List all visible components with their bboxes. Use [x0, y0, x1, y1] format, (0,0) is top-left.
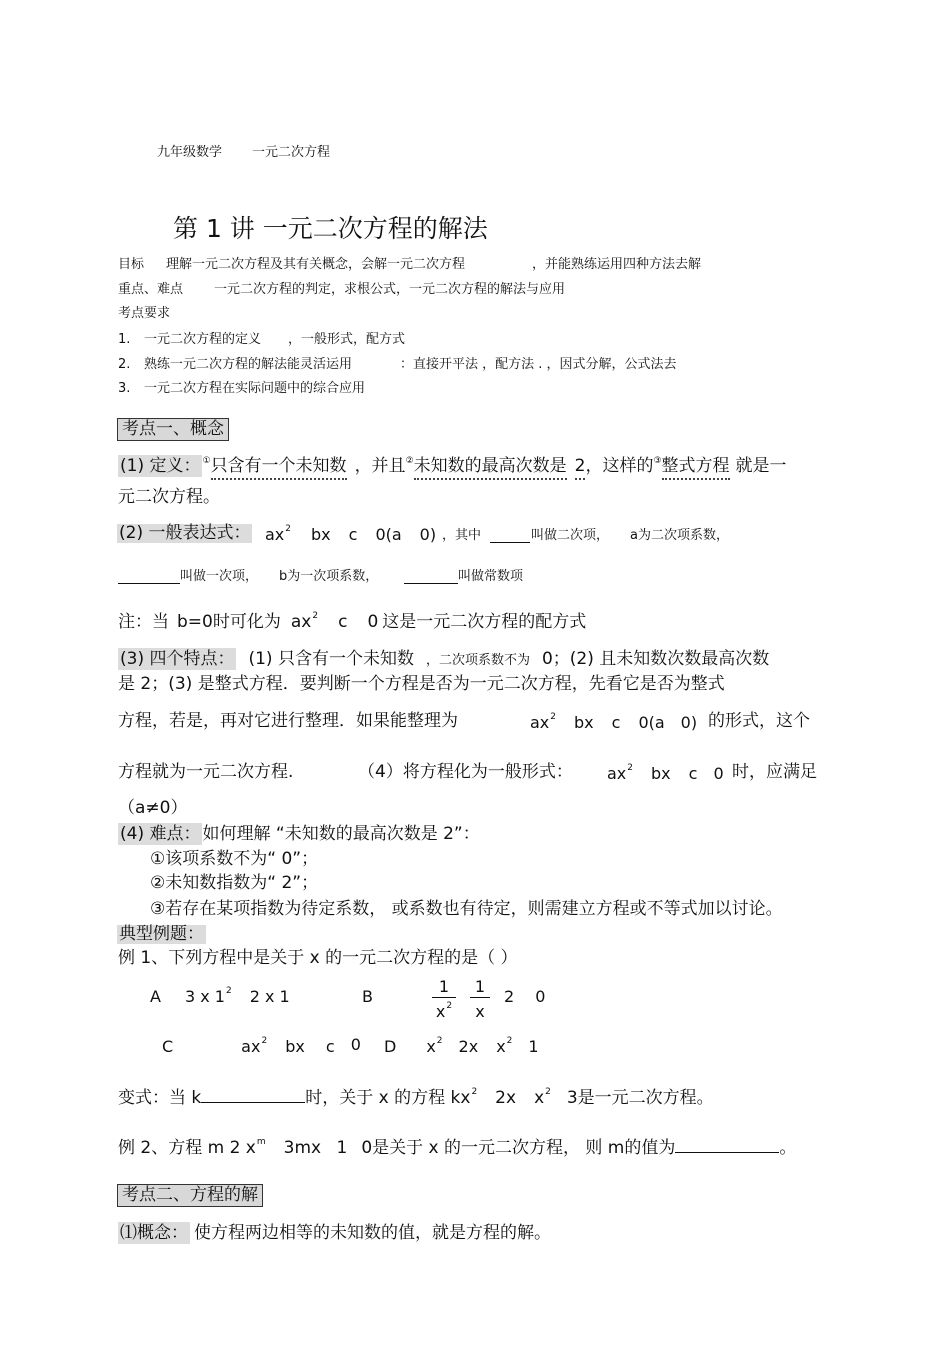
f-eq1-zero: 0(a: [638, 713, 665, 732]
general-form-t3: a为二次项系数，: [630, 528, 729, 543]
f-eq2-bx: bx: [651, 764, 671, 783]
variant-line: [118, 1088, 714, 1107]
general-form-t5: b为一次项系数，: [279, 569, 379, 584]
note-ax: ax: [290, 612, 312, 632]
f-eq1-ax: ax: [530, 713, 550, 732]
header-topic: 一元二次方程: [252, 145, 331, 160]
features-line-2: 是 2；(3) 是整式方程．要判断一个方程是否为一元二次方程，先看它是否为整式: [118, 674, 725, 694]
option-b-num-2: 1: [474, 977, 486, 996]
features-line-1: [118, 651, 769, 668]
fraction-bar-2: [470, 997, 490, 998]
focus-label: 重点、难点: [118, 282, 184, 297]
option-d-x2: x: [496, 1037, 506, 1056]
option-d-one: 1: [528, 1037, 539, 1056]
requirements-label: 考点要求: [118, 306, 171, 321]
variant-d: x: [534, 1088, 545, 1108]
definition-part-3: 未知数的最高次数是: [414, 456, 567, 480]
requirement-3-a: 一元二次方程在实际问题中的综合应用: [144, 381, 366, 396]
option-d-label: D: [384, 1037, 397, 1056]
variant-exp2: 2: [545, 1087, 551, 1097]
note-tail: 这是一元二次方程的配方式: [382, 612, 587, 632]
option-b-rest: 2 0: [504, 987, 546, 1006]
definition-part-4: 2: [575, 456, 586, 480]
option-a-exp: 2: [225, 986, 232, 996]
features-line-3a: 方程，若是，再对它进行整理．如果能整理为: [118, 711, 458, 731]
requirement-1-a: 一元二次方程的定义: [144, 332, 262, 347]
variant-e: 3是一元二次方程。: [566, 1088, 714, 1108]
requirement-2-b: ：直接开平法 ，配方法 . ，因式分解，公式法去: [400, 357, 677, 372]
eq-exp: 2: [285, 524, 292, 534]
option-b-den-1: [432, 1002, 456, 1021]
features-equation-1: [530, 712, 698, 732]
eq-zero: 0(a: [375, 525, 402, 544]
option-c: [162, 1035, 361, 1056]
option-d-exp1: 2: [436, 1036, 443, 1046]
difficulty-line: [118, 826, 480, 843]
note-exp: 2: [312, 611, 319, 621]
definition-part-5: ，这样的: [585, 456, 654, 476]
option-c-rest: bx c: [285, 1037, 335, 1056]
eq-c: c: [348, 525, 358, 544]
variant-a: 变式：当 k: [118, 1088, 202, 1108]
definition-line-2: 元二次方程。: [118, 487, 220, 507]
definition-label: (1) 定义：: [120, 456, 201, 476]
solution-concept-line: [118, 1225, 551, 1242]
header-course: 九年级数学: [157, 145, 223, 160]
f-eq2-ax: ax: [607, 764, 627, 783]
option-c-ax: ax: [241, 1037, 261, 1056]
difficulty-item-3: ③若存在某项指数为待定系数， 或系数也有待定，则需建立方程或不等式加以讨论。: [150, 899, 783, 919]
features-line-3b: 的形式，这个: [708, 711, 810, 731]
f-eq1-cond: 0): [680, 713, 698, 732]
eq-cond: 0): [419, 525, 437, 544]
requirement-3-num: 3.: [118, 381, 131, 396]
general-form-equation: [265, 524, 437, 544]
note-line: [118, 611, 587, 632]
marker-3: ③: [653, 456, 662, 466]
option-b-den-1-x: x: [435, 1002, 446, 1021]
difficulty-label: (4) 难点：: [120, 824, 201, 844]
example-2-blank: [675, 1138, 779, 1153]
option-c-zero: 0: [350, 1035, 361, 1054]
example-2-d: 。: [779, 1138, 797, 1158]
goal-text: 理解一元二次方程及其有关概念，会解一元二次方程: [166, 257, 466, 272]
eq-ax: ax: [265, 525, 285, 544]
features-l1c: 0；(2) 且未知数次数最高次数: [541, 649, 770, 669]
requirement-2-a: 熟练一元二次方程的解法能灵活运用: [144, 357, 353, 372]
option-a-label: A: [150, 987, 161, 1006]
solution-concept-text: 使方程两边相等的未知数的值，就是方程的解。: [194, 1223, 551, 1243]
difficulty-text: 如何理解 “未知数的最高次数是 2”：: [202, 824, 480, 844]
example-1-question: 例 1、下列方程中是关于 x 的一元二次方程的是（ ）: [118, 948, 518, 968]
focus-text: 一元二次方程的判定，求根公式，一元二次方程的解法与应用: [214, 282, 566, 297]
option-c-label: C: [162, 1037, 174, 1056]
option-d-mid: 2x: [458, 1037, 479, 1056]
page-title: 第 1 讲 一元二次方程的解法: [173, 214, 488, 243]
blank-linear-term: [118, 569, 180, 587]
features-line-4b: （4）将方程化为一般形式：: [358, 762, 573, 782]
option-b-den-1-exp: 2: [446, 1001, 453, 1011]
features-l1a: (1) 只含有一个未知数: [248, 649, 414, 669]
definition-part-6: 整式方程: [662, 456, 730, 480]
option-d: [384, 1036, 539, 1056]
general-form-t2: 叫做二次项，: [531, 528, 610, 543]
f-eq1-exp: 2: [550, 712, 557, 722]
example-2-b: 3mx 1: [283, 1138, 348, 1158]
option-b-label: B: [362, 987, 373, 1006]
option-d-exp2: 2: [506, 1036, 513, 1046]
general-form-t1: ，其中: [442, 528, 482, 543]
variant-c: 2x: [495, 1088, 517, 1108]
marker-2: ②: [405, 456, 414, 466]
features-line-4a: 方程就为一元二次方程.: [118, 762, 294, 782]
general-form-t4: 叫做一次项，: [180, 569, 259, 584]
features-label: (3) 四个特点：: [120, 649, 235, 669]
f-eq2-exp: 2: [627, 763, 634, 773]
definition-part-1: 只含有一个未知数: [211, 456, 347, 480]
features-l1b: ，二次项系数不为: [425, 653, 530, 668]
f-eq2-c: c: [688, 764, 698, 783]
general-form-t6: 叫做常数项: [458, 569, 524, 584]
variant-b: 时，关于 x 的方程 kx: [305, 1088, 471, 1108]
note-cond: b=0时可化为: [177, 612, 281, 632]
goal-label: 目标: [118, 257, 145, 272]
option-a-rest: 2 x 1: [249, 987, 290, 1006]
option-c-exp: 2: [261, 1036, 268, 1046]
option-d-x1: x: [426, 1037, 436, 1056]
definition-part-7: 就是一: [735, 456, 787, 476]
eq-bx: bx: [311, 525, 331, 544]
option-b-num-1: 1: [438, 977, 450, 996]
f-eq1-bx: bx: [574, 713, 594, 732]
examples-heading: 典型例题：: [119, 924, 204, 944]
requirement-1-b: ，一般形式，配方式: [288, 332, 406, 347]
requirement-2-num: 2.: [118, 357, 131, 372]
features-line-4c: 时，应满足: [732, 762, 817, 782]
difficulty-item-1: ①该项系数不为“ 0”；: [150, 849, 319, 869]
variant-blank: [201, 1088, 305, 1103]
example-2-line: [118, 1138, 796, 1157]
blank-constant-term: [404, 569, 458, 587]
example-2-exp: m: [256, 1137, 266, 1147]
difficulty-item-2: ②未知数指数为“ 2”；: [150, 873, 319, 893]
marker-1: ①: [202, 456, 211, 466]
option-a-expr: 3 x 1: [184, 987, 225, 1006]
note-zero: 0: [367, 612, 379, 632]
goal-text-2: ，并能熟练运用四种方法去解: [532, 257, 702, 272]
f-eq2-zero: 0: [713, 764, 724, 783]
f-eq1-c: c: [611, 713, 621, 732]
note-label: 注：当: [118, 612, 169, 632]
features-equation-2: [607, 763, 724, 783]
section-heading-concept: 考点一、概念: [117, 418, 229, 441]
option-b-den-2: x: [475, 1002, 485, 1021]
solution-concept-label: ⑴概念：: [120, 1223, 188, 1243]
blank-quadratic-term: [490, 528, 530, 546]
general-form-label: (2) 一般表达式：: [119, 523, 251, 543]
definition-part-2: ，并且: [354, 456, 406, 476]
example-2-a: 例 2、方程 m 2 x: [118, 1138, 256, 1158]
example-2-c: 0是关于 x 的一元二次方程， 则 m的值为: [361, 1138, 676, 1158]
fraction-bar-1: [432, 997, 456, 998]
note-c: c: [338, 612, 348, 632]
variant-exp1: 2: [471, 1087, 478, 1097]
section-heading-solution: 考点二、方程的解: [117, 1184, 263, 1207]
definition-line-1: [118, 458, 787, 475]
requirement-1-num: 1.: [118, 332, 131, 347]
option-a: [150, 986, 290, 1006]
features-line-5: （a≠0）: [118, 798, 188, 818]
